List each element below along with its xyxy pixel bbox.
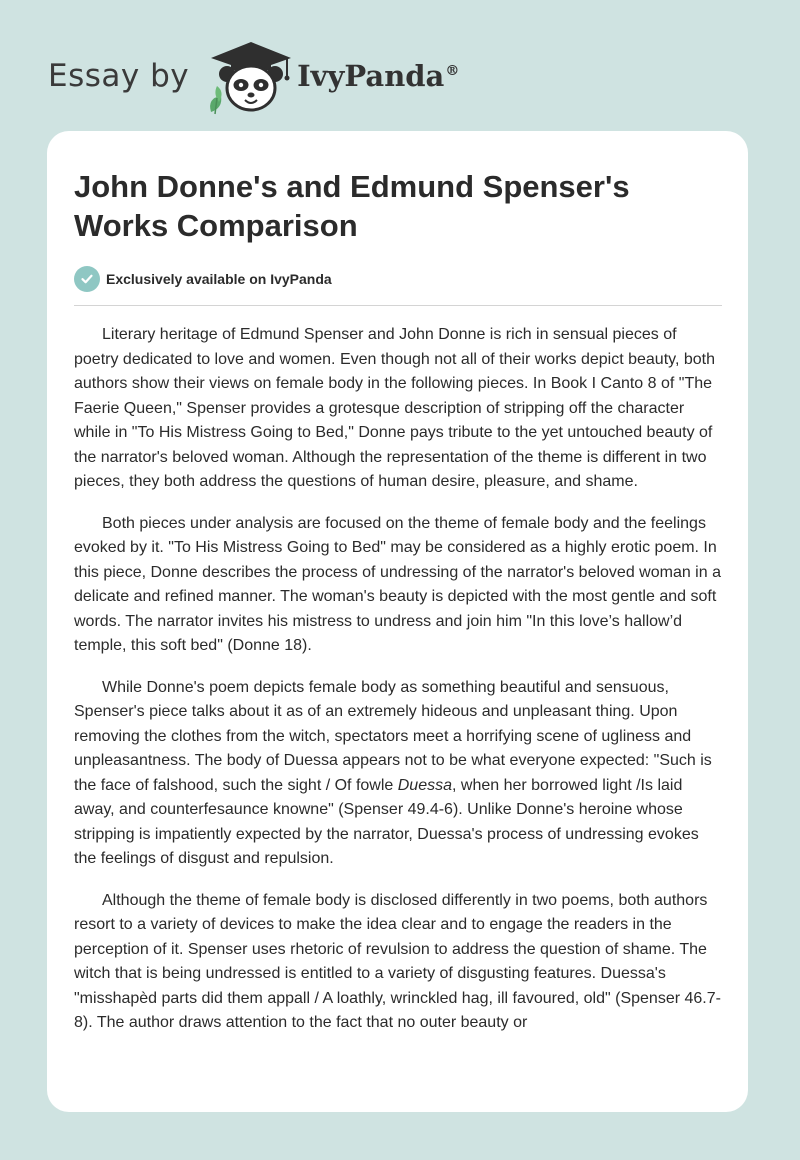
exclusive-label: Exclusively available on IvyPanda — [106, 271, 332, 287]
paragraph: Although the theme of female body is disclosed differently in two poems, both authors resort to a variety of devices to make the idea clear and to engage the readers in the perception of it. Spenser uses rhetoric of revulsion to address the question of shame. The witch that is being undressed is entitled to a variety of disgusting features. Duessa's "misshapèd parts did them appall / A loathly, wrinckled hag, ill favoured, old" (Spenser 46.7-8). The author draws attention to the fact that no outer beauty or — [74, 891, 721, 1031]
paragraph: Both pieces under analysis are focused on the theme of female body and the feelings evoked by it. "To His Mistress Going to Bed" may be considered as a highly erotic poem. In this piece, Donne describes the process of undressing of the narrator's beloved woman in a delicate and refined manner. The woman's beauty is depicted with the most gentle and soft words. The narrator invites his mistress to undress and join him "In this love’s hallow’d temple, this soft bed" (Donne 18). — [74, 514, 721, 654]
essay-title: John Donne's and Edmund Spenser's Works Comparison — [74, 169, 630, 243]
paragraph: While Donne's poem depicts female body as something beautiful and sensuous, Spenser's piece talks about it as of an extremely hideous and unpleasant thing. Upon removing the clothes from the witch, spectators meet a horrifying scene of ugliness and unpleasantness. The body of Duessa appears not to be what everyone expected: "Such is the face of falshood, such the sight / Of fowle Duessa, when her borrowed light /Is laid away, and counterfesaunce knowne" (Spenser 49.4-6). Unlike Donne's heroine whose stripping is impatiently expected by the narrator, Duessa's process of undressing evokes the feelings of disgust and repulsion. — [74, 678, 712, 867]
divider — [74, 305, 722, 306]
panda-graduate-logo-icon — [203, 36, 293, 116]
brand-header[interactable] — [48, 36, 459, 116]
check-circle-icon — [74, 266, 100, 292]
brand-prefix: Essay by — [48, 58, 190, 94]
exclusive-badge — [74, 265, 722, 293]
italic-name: Duessa — [397, 776, 452, 794]
essay-card — [47, 131, 748, 1112]
brand-name: IvyPanda® — [297, 59, 460, 93]
essay-body — [74, 323, 722, 1036]
paragraph: Literary heritage of Edmund Spenser and John Donne is rich in sensual pieces of poetry dedicated to love and women. Even though not all of their works depict beauty, both authors show their views on female body in the following pieces. In Book I Canto 8 of "The Faerie Queen," Spenser provides a grotesque description of stripping off the character while in "To His Mistress Going to Bed," Donne pays tribute to the yet untouched beauty of the narrator's beloved woman. Although the representation of the theme is different in two pieces, they both address the questions of human desire, pleasure, and shame. — [74, 326, 715, 490]
